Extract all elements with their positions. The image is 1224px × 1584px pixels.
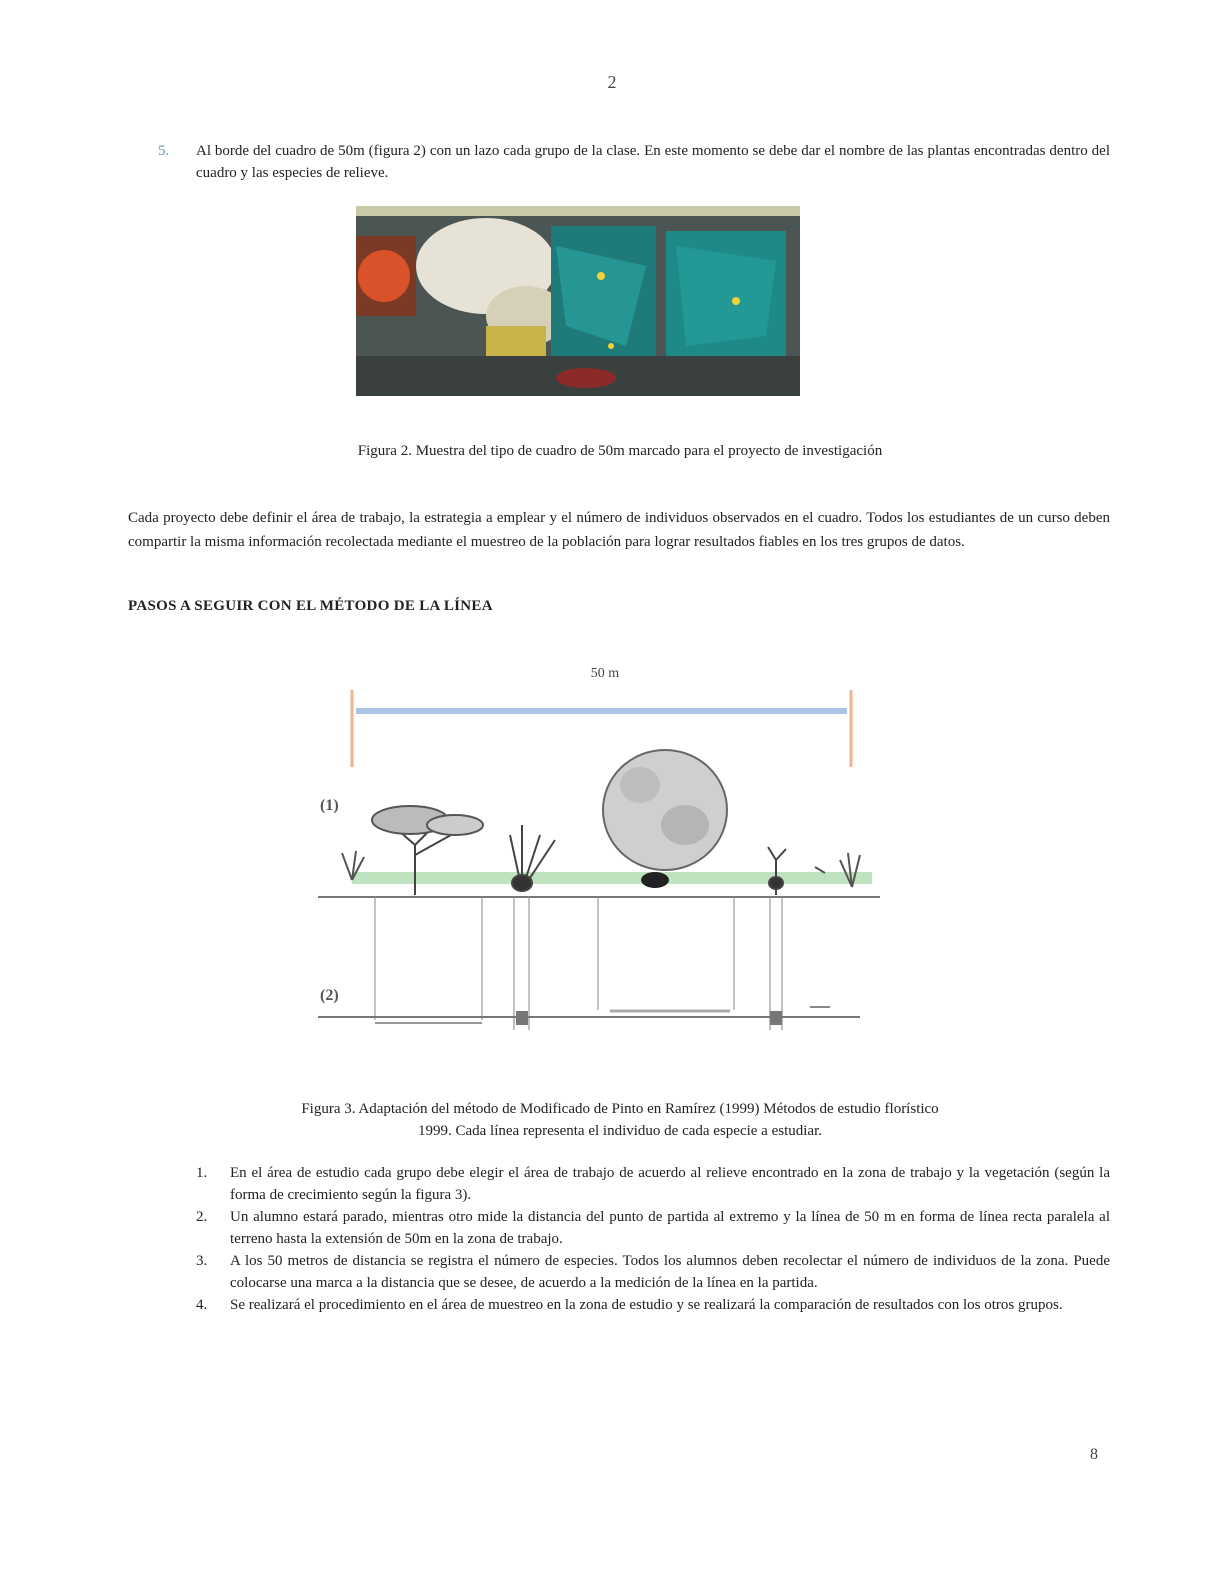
ground-band [352, 872, 872, 884]
plant-seedling [768, 847, 786, 895]
step-five-text: Al borde del cuadro de 50m (figura 2) con un lazo cada grupo de la clase. En este momento se debe dar el nombre de las plantas encontradas dentro del cuadro y las especies de relieve. [196, 143, 1110, 181]
line-method-diagram [300, 655, 900, 1055]
step-number: 3. [196, 1253, 208, 1269]
step-text: Se realizará el procedimiento en el área de muestreo en la zona de estudio y se realizará la comparación de resultados con los otros grupos. [230, 1297, 1063, 1313]
step-number: 4. [196, 1297, 208, 1313]
list-item [196, 1250, 1110, 1294]
field-photo-image [356, 206, 800, 396]
intercept-segment-4 [770, 1011, 782, 1025]
page-number-bottom: 8 [1090, 1446, 1098, 1463]
figure-caption-2-line1: Figura 3. Adaptación del método de Modificado de Pinto en Ramírez (1999) Métodos de estudio florístico [301, 1101, 939, 1117]
upper-profile-label: (1) [320, 797, 339, 814]
step-text: A los 50 metros de distancia se registra el número de especies. Todos los alumnos deben recolectar el número de individuos de la zona. Puede colocarse una marca a la distancia que se desee, de acuerdo a la medición de la línea en la partida. [230, 1253, 1110, 1291]
lower-profile-label: (2) [320, 987, 339, 1004]
step-text: En el área de estudio cada grupo debe elegir el área de trabajo de acuerdo al relieve encontrado en la zona de trabajo y la vegetación (según la forma de crecimiento según la figura 3). [230, 1165, 1110, 1203]
list-item [196, 1206, 1110, 1250]
scale-label: 50 m [590, 666, 620, 681]
figure-caption-1: Figura 2. Muestra del tipo de cuadro de 50m marcado para el proyecto de investigación [357, 443, 883, 459]
body-paragraph: Cada proyecto debe definir el área de trabajo, la estrategia a emplear y el número de individuos observados en el cuadro. Todos los estudiantes de un curso deben compartir la misma información recolectada mediante el muestreo de la población para lograr resultados fiables en los tres grupos de datos. [128, 510, 1110, 550]
plant-large-tree [603, 750, 727, 888]
page-number-top: 2 [607, 72, 617, 92]
section-heading: PASOS A SEGUIR CON EL MÉTODO DE LA LÍNEA [128, 598, 493, 614]
figure-caption-2 [130, 1098, 1110, 1142]
step-number: 1. [196, 1165, 208, 1181]
line-method-illustration [300, 655, 900, 1055]
figure-caption-2-line2: 1999. Cada línea representa el individuo de cada especie a estudiar. [417, 1123, 822, 1139]
steps-list [196, 1162, 1110, 1316]
intercept-segment-2 [516, 1011, 528, 1025]
step-text: Un alumno estará parado, mientras otro mide la distancia del punto de partida al extremo y la línea de 50 m en forma de línea recta paralela al terreno hasta la extensión de 50m en la zona de trabajo. [230, 1209, 1110, 1247]
step-five [158, 140, 1110, 184]
list-item [196, 1162, 1110, 1206]
list-item [196, 1294, 1110, 1316]
step-number: 2. [196, 1209, 208, 1225]
step-five-number: 5. [158, 143, 170, 159]
field-photo [356, 206, 800, 396]
